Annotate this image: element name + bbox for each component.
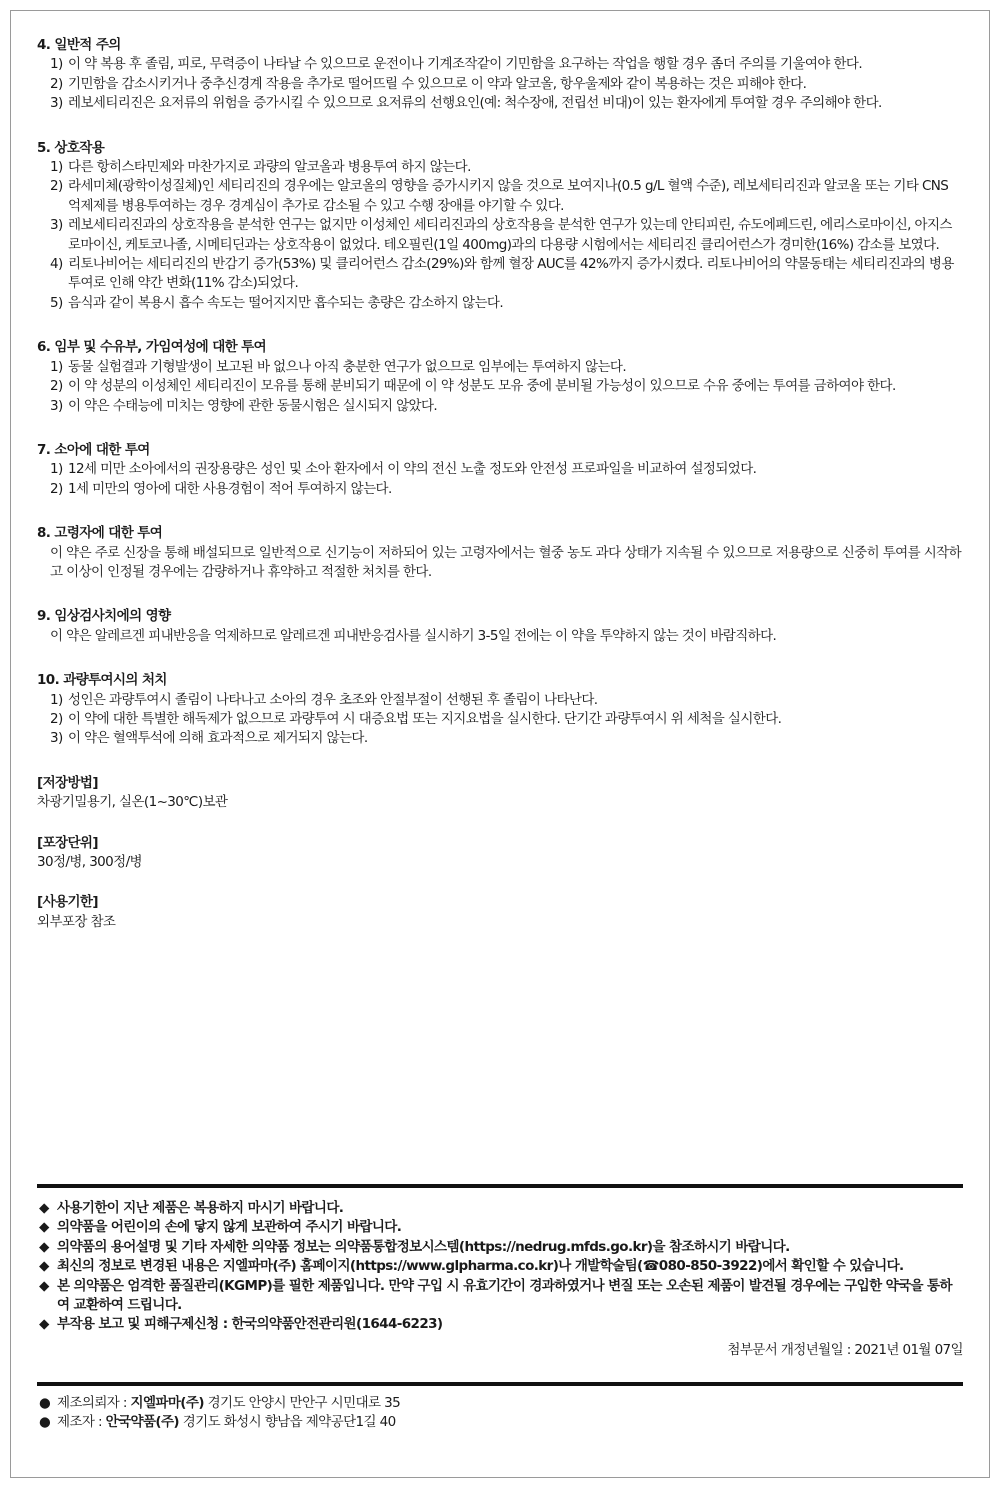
section-pregnancy-lactation [37,338,963,416]
item-number: 1) [50,56,63,73]
diamond-bullet-icon: ◆ [39,1316,49,1333]
section-heading: 4. 일반적 주의 [37,37,121,53]
list-item [37,55,963,74]
list-item [37,377,963,396]
notice-text: 의약품의 용어설명 및 기타 자세한 의약품 정보는 의약품통합정보시스템(https://nedrug.mfds.go.kr)을 참조하시기 바랍니다. [57,1238,790,1255]
item-number: 2) [50,480,63,497]
notice-line [37,1257,963,1276]
section-heading: 10. 과량투여시의 처치 [37,672,167,689]
item-text: 이 약 복용 후 졸림, 피로, 무력증이 나타날 수 있으므로 운전이나 기계조작같이 기민함을 요구하는 작업을 행할 경우 좀더 주의를 기울여야 한다. [68,56,863,73]
notice-text: 부작용 보고 및 피해구제신청 : 한국의약품안전관리원(1644-6223) [57,1316,443,1333]
item-number: 2) [50,378,63,395]
section-lab-test-effects [37,607,963,646]
storage-info [37,774,963,813]
diamond-bullet-icon: ◆ [39,1258,49,1275]
item-text: 성인은 과량투여시 졸림이 나타나고 소아의 경우 초조와 안절부절이 선행된 후 졸림이 나타난다. [68,691,598,708]
item-text: 1세 미만의 영아에 대한 사용경험이 적어 투여하지 않는다. [68,480,392,497]
item-text: 기민함을 감소시키거나 중추신경계 작용을 추가로 떨어뜨릴 수 있으므로 이 약과 알코올, 항우울제와 같이 복용하는 것은 피해야 한다. [68,75,807,92]
section-general-precautions [37,36,963,114]
notice-line [37,1315,963,1334]
consigner-company: 지엘파마(주) [130,1395,204,1411]
storage-heading: [저장방법] [37,774,98,791]
notice-line [37,1199,963,1218]
list-item [37,710,963,729]
item-number: 2) [50,710,63,727]
maker-line [37,1413,963,1432]
consigner-address: 경기도 안양시 만안구 시민대로 35 [203,1395,401,1411]
packaging-text: 30정/병, 300정/병 [37,854,142,870]
item-text: 12세 미만 소아에서의 권장용량은 성인 및 소아 환자에서 이 약의 전신 노출 정도와 안전성 프로파일을 비교하여 설정되었다. [68,461,757,478]
item-number: 3) [50,730,63,747]
section-overdose [37,671,963,749]
item-text: 이 약에 대한 특별한 해독제가 없으므로 과량투여 시 대증요법 또는 지지요법을 실시한다. 단기간 과량투여시 위 세척을 실시한다. [68,710,782,727]
item-text: 이 약 성분의 이성체인 세티리진이 모유를 통해 분비되기 때문에 이 약 성분도 모유 중에 분비될 가능성이 있으므로 수유 중에는 투여를 금하여야 한다. [68,378,896,395]
diamond-bullet-icon: ◆ [39,1200,49,1216]
section-text: 이 약은 알레르겐 피내반응을 억제하므로 알레르겐 피내반응검사를 실시하기 3-5일 전에는 이 약을 투약하지 않는 것이 바람직하다. [50,627,777,644]
revision-date: 첨부문서 개정년월일 : 2021년 01월 07일 [727,1341,963,1358]
notice-text: 최신의 정보로 변경된 내용은 지엘파마(주) 홈페이지(https://www.glpharma.co.kr)나 개발학술팀(☎080-850-3922)에서 확인할 수 있습니다. [57,1258,904,1275]
item-text: 음식과 같이 복용시 흡수 속도는 떨어지지만 흡수되는 총량은 감소하지 않는다. [68,294,504,311]
circle-bullet-icon: ● [39,1395,51,1411]
expiry-text: 외부포장 참조 [37,913,116,930]
packaging-info [37,834,963,873]
list-item [37,75,963,94]
maker-address: 경기도 화성시 향남읍 제약공단1길 40 [179,1414,396,1431]
item-text: 레보세티리진과의 상호작용을 분석한 연구는 없지만 이성체인 세티리진과의 상호작용을 분석한 연구가 있는데 안티피린, 슈도에페드린, 에리스로마이신, 아지스로마이신, 케토코나졸, 시메티딘과는 상호작용이 없었다. 테오필린(1일 400mg)과의 다용량 시험에서는 세티리진 클리어런스가 경미한(16%) 감소를 보였다. [68,217,952,253]
section-heading: 8. 고령자에 대한 투여 [37,525,163,542]
notice-text: 사용기한이 지난 제품은 복용하지 마시기 바랍니다. [57,1200,344,1216]
item-number: 1) [50,358,63,375]
list-item [37,729,963,748]
list-item [37,216,963,255]
consigner-line [37,1394,963,1413]
item-number: 3) [50,95,63,112]
notice-line [37,1277,963,1316]
item-text: 레보세티리진은 요저류의 위험을 증가시킬 수 있으므로 요저류의 선행요인(예: 척수장애, 전립선 비대)이 있는 환자에게 투여할 경우 주의해야 한다. [68,95,882,112]
leaflet-content [37,36,963,953]
diamond-bullet-icon: ◆ [39,1219,49,1236]
item-text: 리토나비어는 세티리진의 반감기 증가(53%) 및 클리어런스 감소(29%)와 함께 혈장 AUC를 42%까지 증가시켰다. 리토나비어의 약물동태는 세티리진과의 병용투여로 인해 약간 변화(11% 감소)되었다. [68,256,954,292]
item-number: 1) [50,159,63,176]
maker-company: 안국약품(주) [105,1414,180,1431]
list-item [37,460,963,479]
item-number: 3) [50,397,63,414]
item-text: 동물 실험결과 기형발생이 보고된 바 없으나 아직 충분한 연구가 없으므로 임부에는 투여하지 않는다. [68,358,627,375]
item-number: 1) [50,691,63,708]
item-number: 4) [50,256,63,273]
section-geriatric-use [37,524,963,582]
list-item [37,397,963,416]
item-number: 2) [50,75,63,92]
maker-label: 제조자 : [57,1414,106,1431]
notice-line [37,1238,963,1257]
list-item [37,177,963,216]
consigner-label: 제조의뢰자 : [57,1395,131,1411]
item-number: 3) [50,217,63,234]
section-pediatric-use [37,441,963,499]
list-item [37,294,963,313]
list-item [37,480,963,499]
circle-bullet-icon: ● [39,1414,51,1431]
storage-text: 차광기밀용기, 실온(1~30℃)보관 [37,794,228,811]
notice-line [37,1218,963,1237]
item-text: 다른 항히스타민제와 마찬가지로 과량의 알코올과 병용투여 하지 않는다. [68,159,471,176]
item-text: 이 약은 수태능에 미치는 영향에 관한 동물시험은 실시되지 않았다. [68,397,438,414]
item-number: 2) [50,178,63,195]
notice-text: 본 의약품은 엄격한 품질관리(KGMP)를 필한 제품입니다. 만약 구입 시 유효기간이 경과하였거나 변질 또는 오손된 제품이 발견될 경우에는 구입한 약국을 통하여 교환하여 드립니다. [57,1277,952,1314]
packaging-heading: [포장단위] [37,834,98,851]
section-heading: 5. 상호작용 [37,139,105,156]
section-heading: 6. 임부 및 수유부, 가임여성에 대한 투여 [37,339,267,356]
item-number: 1) [50,461,63,478]
diamond-bullet-icon: ◆ [39,1238,49,1255]
expiry-heading: [사용기한] [37,894,98,911]
diamond-bullet-icon: ◆ [39,1277,49,1294]
item-text: 이 약은 혈액투석에 의해 효과적으로 제거되지 않는다. [68,730,368,747]
list-item [37,358,963,377]
list-item [37,255,963,294]
notice-box [37,1184,963,1386]
list-item [37,691,963,710]
section-interactions [37,139,963,314]
section-heading: 7. 소아에 대한 투여 [37,441,150,458]
item-text: 라세미체(광학이성질체)인 세티리진의 경우에는 알코올의 영향을 증가시키지 않을 것으로 보여지나(0.5 g/L 혈액 수준), 레보세티리진과 알코올 또는 기타 CNS 억제제를 병용투여하는 경우 경계심이 추가로 감소될 수 있고 수행 장애를 야기할 수 있다. [68,178,949,214]
expiry-info [37,893,963,932]
notice-text: 의약품을 어린이의 손에 닿지 않게 보관하여 주시기 바랍니다. [57,1219,402,1236]
manufacturer-info [37,1394,963,1433]
item-number: 5) [50,294,63,311]
list-item [37,94,963,113]
list-item [37,158,963,177]
section-text: 이 약은 주로 신장을 통해 배설되므로 일반적으로 신기능이 저하되어 있는 고령자에서는 혈중 농도 과다 상태가 지속될 수 있으므로 저용량으로 신중히 투여를 시작하고 이상이 인정될 경우에는 감량하거나 휴약하고 적절한 처치를 한다. [50,544,962,580]
section-heading: 9. 임상검사치에의 영향 [37,608,171,625]
